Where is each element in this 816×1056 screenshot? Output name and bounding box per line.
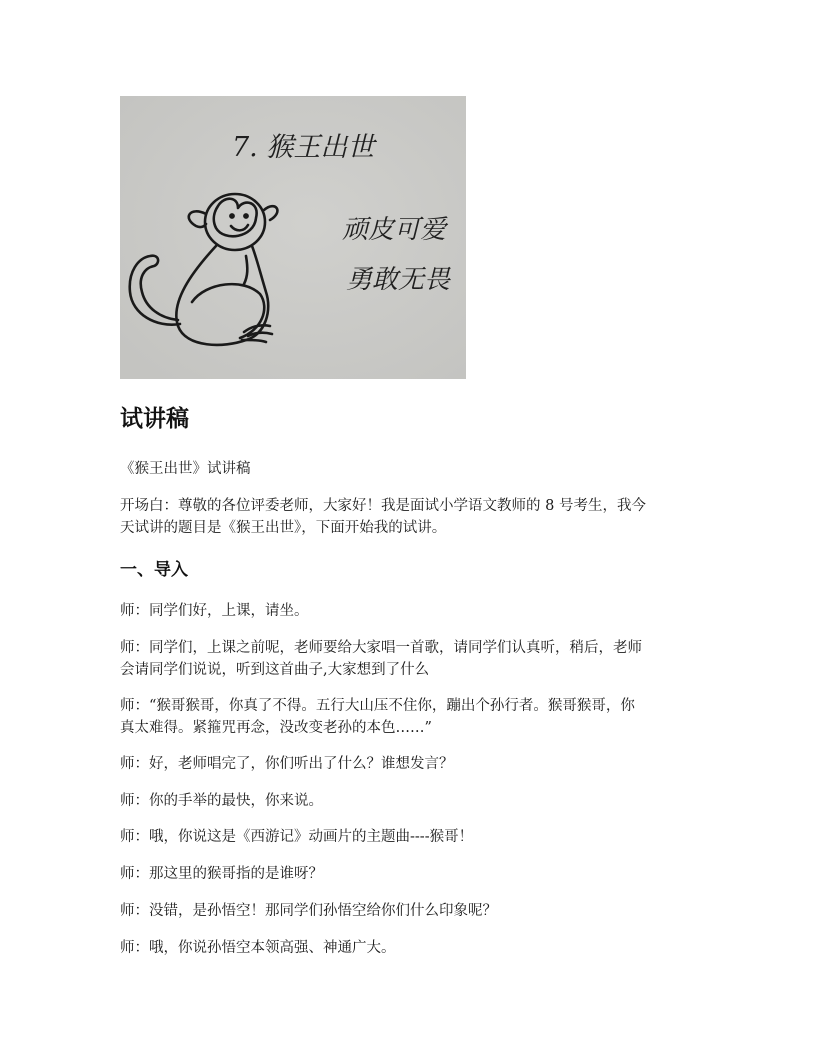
subtitle: 《猴王出世》试讲稿: [120, 461, 251, 477]
dialogue-line-3b: 真太难得。紧箍咒再念，没改变老孙的本色……”: [120, 720, 432, 736]
dialogue-line-7: 师：那这里的猴哥指的是谁呀？: [120, 866, 323, 882]
opening-line-1: 开场白：尊敬的各位评委老师，大家好！我是面试小学语文教师的 8 号考生，我今: [120, 498, 646, 514]
section-heading-intro: 一、导入: [120, 560, 188, 580]
dialogue-line-4: 师：好，老师唱完了，你们听出了什么？谁想发言？: [120, 756, 454, 772]
page-title: 试讲稿: [120, 406, 189, 432]
monkey-drawing: [120, 96, 466, 379]
handwritten-monkey-image: [120, 96, 466, 379]
handwriting-title: 7. 猴王出世: [232, 132, 375, 163]
dialogue-line-2a: 师：同学们，上课之前呢，老师要给大家唱一首歌，请同学们认真听，稍后，老师: [120, 640, 642, 656]
dialogue-line-3a: 师：“猴哥猴哥，你真了不得。五行大山压不住你，蹦出个孙行者。猴哥猴哥，你: [120, 698, 635, 714]
dialogue-line-6: 师：哦，你说这是《西游记》动画片的主题曲----猴哥！: [120, 829, 474, 845]
handwriting-line-1: 顽皮可爱: [342, 215, 447, 245]
dialogue-line-8: 师：没错，是孙悟空！那同学们孙悟空给你们什么印象呢？: [120, 903, 497, 919]
dialogue-line-2b: 会请同学们说说，听到这首曲子,大家想到了什么: [120, 662, 430, 678]
handwriting-line-2: 勇敢无畏: [346, 265, 451, 295]
dialogue-line-1: 师：同学们好，上课，请坐。: [120, 603, 309, 619]
dialogue-line-9: 师：哦，你说孙悟空本领高强、神通广大。: [120, 940, 396, 956]
dialogue-line-5: 师：你的手举的最快，你来说。: [120, 793, 323, 809]
opening-line-2: 天试讲的题目是《猴王出世》，下面开始我的试讲。: [120, 520, 447, 536]
